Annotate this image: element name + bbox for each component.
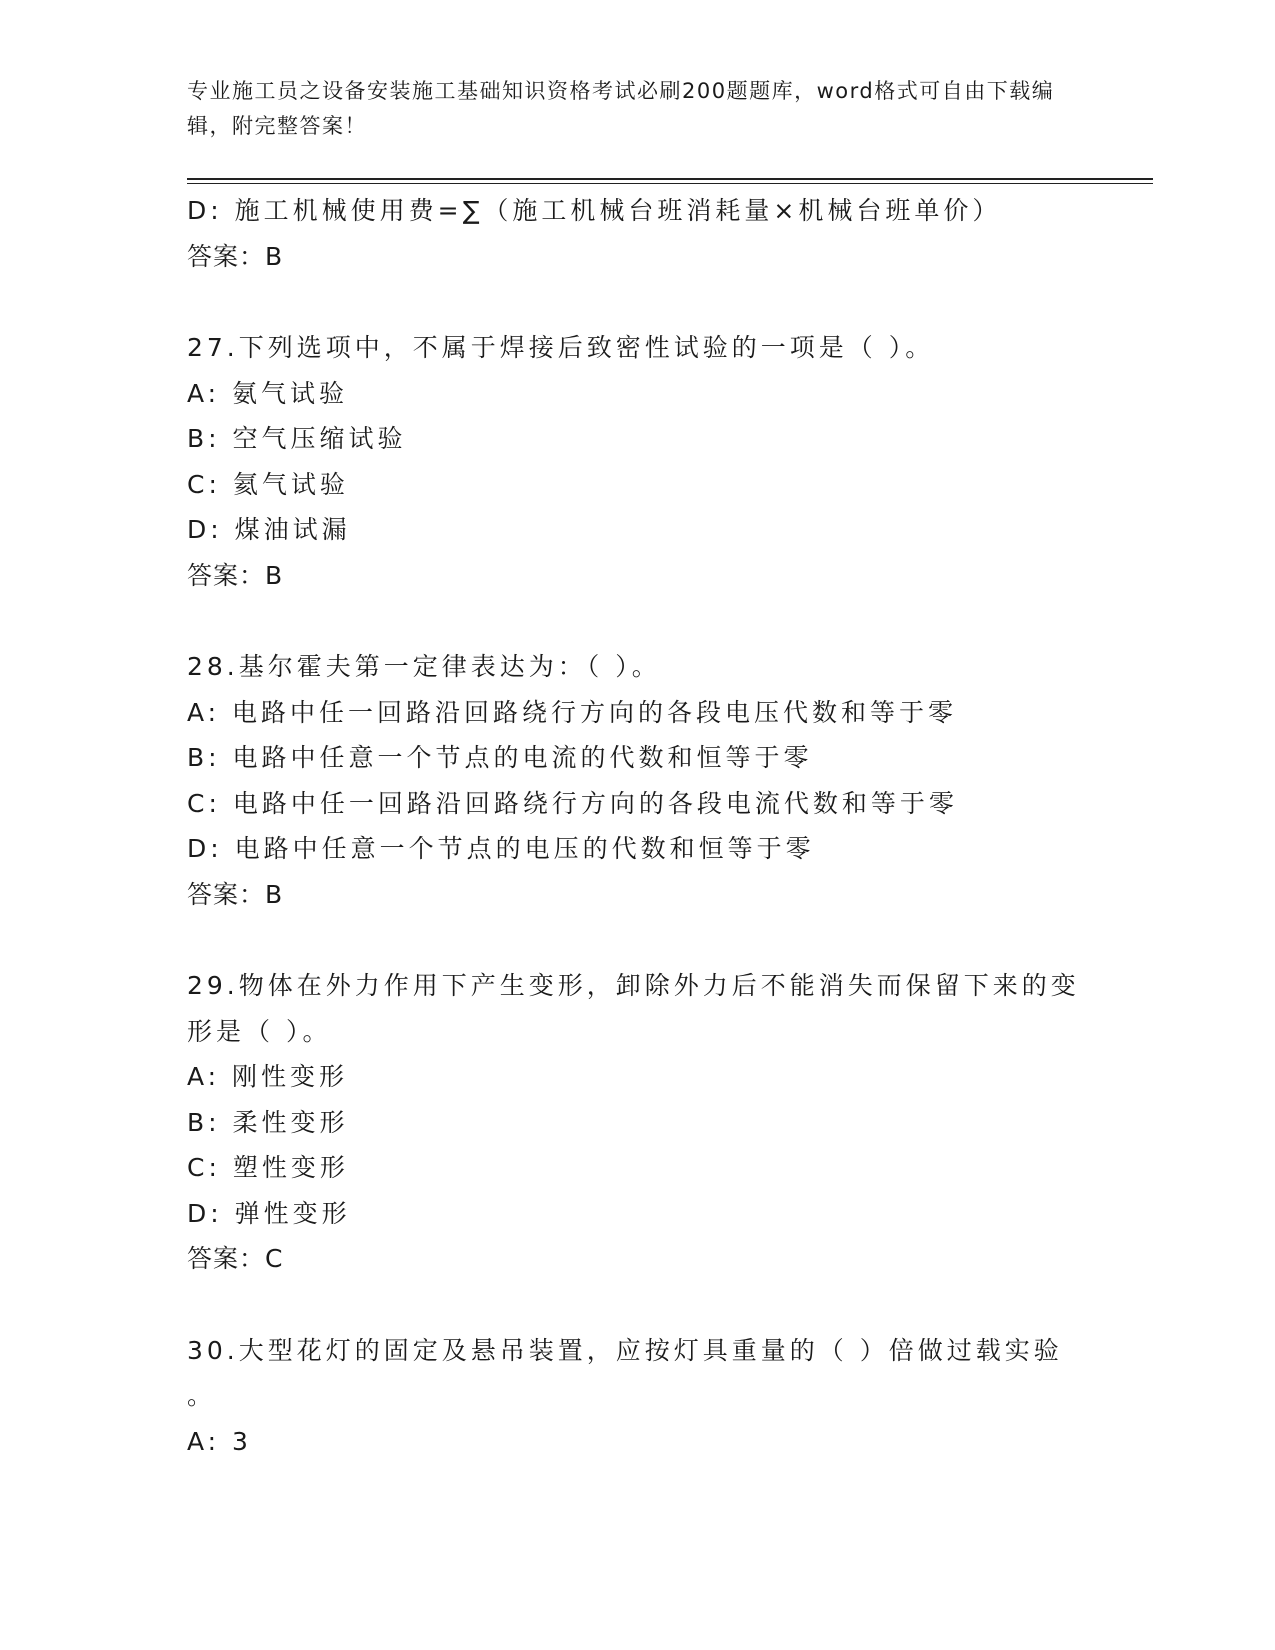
question-27 [187, 325, 1087, 598]
header-divider-thin [187, 183, 1153, 184]
option-d: D: 电路中任意一个节点的电压的代数和恒等于零 [187, 834, 815, 863]
option-a: A: 电路中任一回路沿回路绕行方向的各段电压代数和等于零 [187, 697, 958, 727]
question-30 [187, 1328, 1087, 1465]
answer: 答案：B [187, 241, 284, 271]
option-d: D: 煤油试漏 [187, 515, 351, 544]
question-28 [187, 644, 1087, 917]
answer: 答案：B [187, 560, 284, 590]
option-a: A: 3 [187, 1426, 252, 1456]
option-d: D: 施工机械使用费=∑（施工机械台班消耗量×机械台班单价） [187, 196, 1002, 225]
question-stem: 28.基尔霍夫第一定律表达为：（ ）。 [187, 652, 661, 681]
question-stem-line-2: 形是（ ）。 [187, 1016, 332, 1046]
option-b: B: 电路中任意一个节点的电流的代数和恒等于零 [187, 743, 813, 772]
header-divider-thick [187, 178, 1153, 180]
question-stem-line-1: 30.大型花灯的固定及悬吊装置，应按灯具重量的（ ）倍做过载实验 [187, 1335, 1063, 1365]
question-29 [187, 963, 1087, 1282]
question-list [187, 188, 1087, 1464]
option-a: A: 氨气试验 [187, 378, 349, 408]
answer: 答案：B [187, 879, 284, 909]
answer: 答案：C [187, 1244, 284, 1273]
document-header: 专业施工员之设备安装施工基础知识资格考试必刷200题题库，word格式可自由下载编辑，附完整答案！ [187, 79, 1055, 138]
question-26-tail [187, 188, 1087, 279]
option-c: C: 塑性变形 [187, 1153, 349, 1182]
option-b: B: 空气压缩试验 [187, 424, 407, 453]
option-c: C: 电路中任一回路沿回路绕行方向的各段电流代数和等于零 [187, 788, 958, 818]
option-c: C: 氦气试验 [187, 469, 349, 499]
option-d: D: 弹性变形 [187, 1198, 351, 1228]
question-stem: 27.下列选项中，不属于焊接后致密性试验的一项是（ ）。 [187, 333, 935, 362]
question-stem-line-1: 29.物体在外力作用下产生变形，卸除外力后不能消失而保留下来的变 [187, 971, 1080, 1000]
option-a: A: 刚性变形 [187, 1062, 349, 1091]
question-stem-line-2: 。 [187, 1381, 217, 1410]
option-b: B: 柔性变形 [187, 1107, 349, 1137]
